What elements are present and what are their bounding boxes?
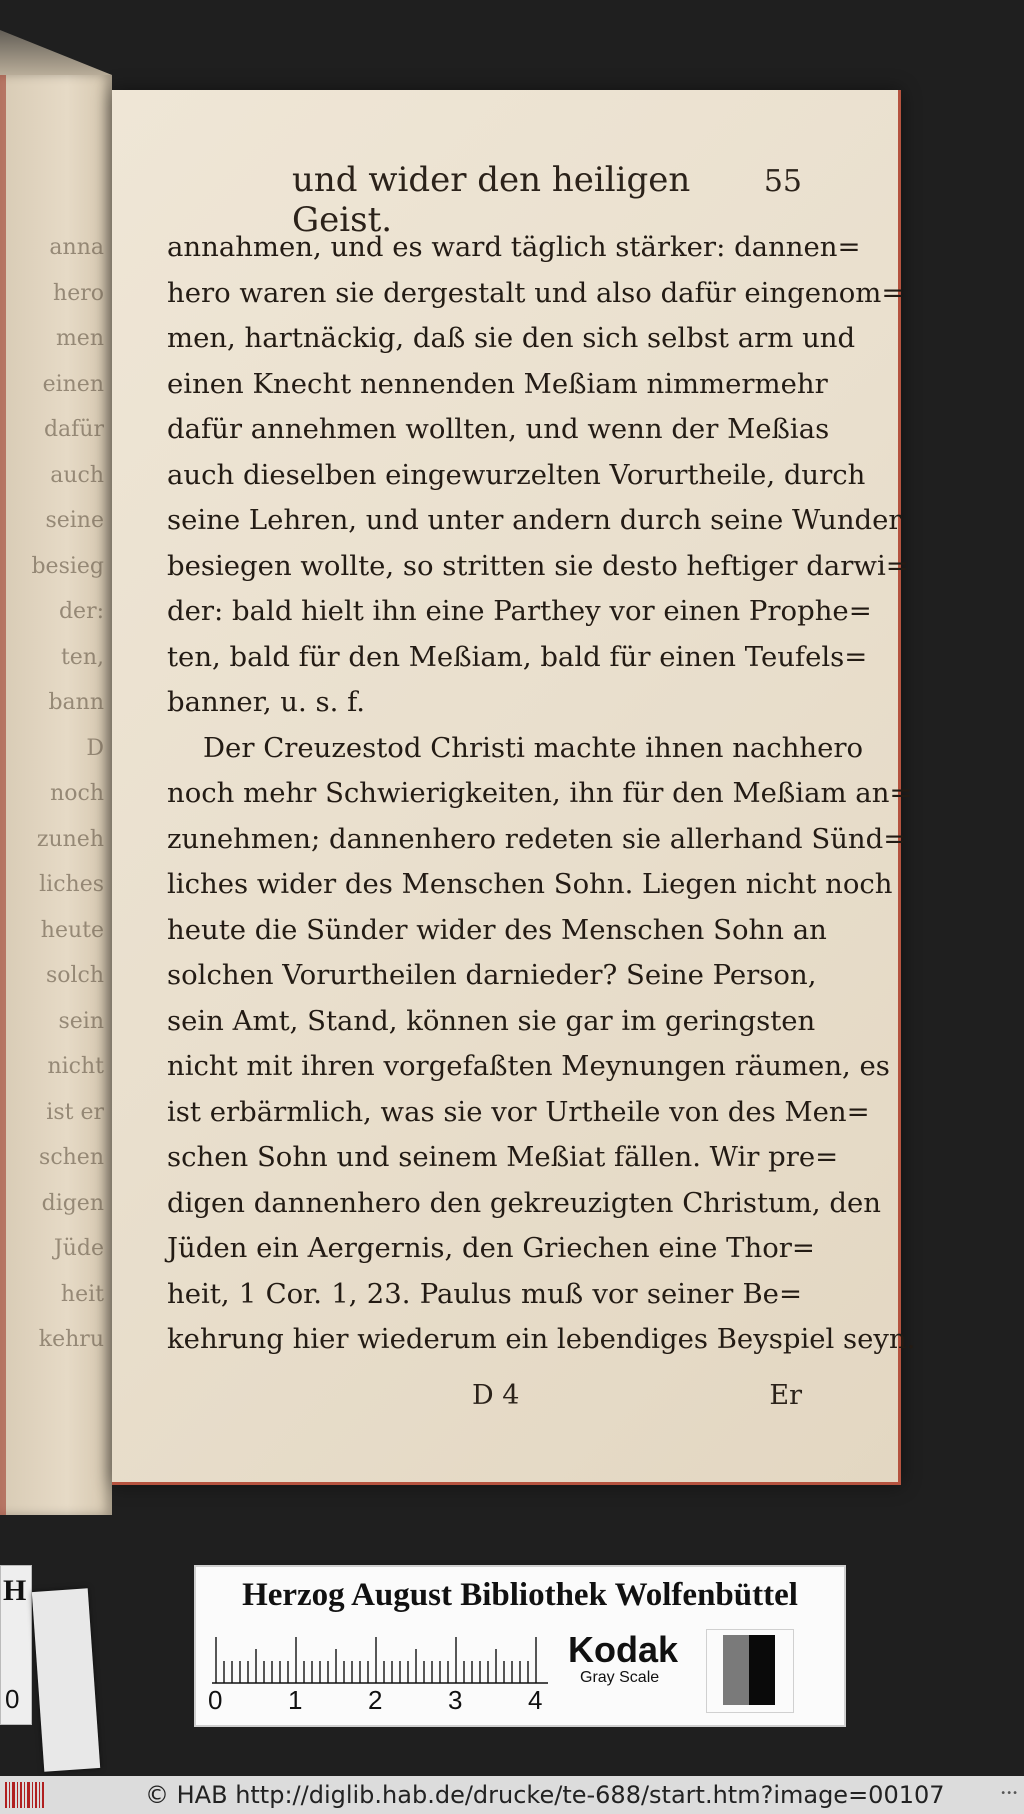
left-page-fragment: schen [39, 1145, 104, 1170]
footer-dots: ••• [1000, 1788, 1018, 1799]
left-page-corner [0, 0, 112, 75]
text-line: auch dieselben eingewurzelten Vorurtheile, durch [167, 458, 866, 491]
text-line: Der Creuzestod Christi machte ihnen nachhero [203, 731, 864, 764]
text-line: liches wider des Menschen Sohn. Liegen nicht noch [167, 868, 893, 900]
text-line: Jüden ein Aergernis, den Griechen eine Thor= [167, 1232, 815, 1264]
text-line: ist erbärmlich, was sie vor Urtheile von des Men= [167, 1095, 870, 1128]
left-page-fragment: men [55, 326, 104, 351]
neighbour-card-number: 0 [5, 1684, 20, 1714]
left-page-fragment: digen [41, 1190, 104, 1216]
book-page [112, 90, 916, 1485]
left-facing-page [0, 75, 112, 1515]
page-number: 55 [763, 164, 802, 199]
color-calibration-card [194, 1565, 846, 1727]
left-page-red-edge [0, 75, 6, 1515]
left-page-fragment: zuneh [36, 826, 104, 852]
left-page-fragment: heit [60, 1281, 104, 1307]
left-page-fragment: liches [39, 872, 104, 897]
ruler-numbers [208, 1685, 568, 1719]
signature-line [167, 1380, 802, 1411]
ruler-scale [212, 1637, 548, 1685]
text-line: digen dannenhero den gekreuzigten Christum, den [167, 1186, 881, 1219]
left-page-fragment: bann [48, 690, 104, 715]
left-page-fragment: noch [50, 781, 104, 806]
kodak-logo: Kodak [568, 1629, 679, 1670]
left-page-fragment: seine [45, 508, 104, 533]
text-line: annahmen, und es ward täglich stärker: dannen= [167, 231, 861, 263]
text-line: noch mehr Schwierigkeiten, ihn für den Meßiam an= [167, 777, 913, 809]
ruler-number: 3 [448, 1685, 463, 1715]
ruler-number: 1 [288, 1685, 303, 1715]
left-page-fragment: solch [45, 963, 104, 988]
text-line: dafür annehmen wollten, und wenn der Meßias [167, 413, 830, 445]
ruler-number: 0 [208, 1685, 223, 1715]
text-line: ten, bald für den Meßiam, bald für einen Teufels= [167, 640, 868, 673]
text-line: men, hartnäckig, daß sie den sich selbst arm und [167, 322, 856, 354]
text-line: zunehmen; dannenhero redeten sie allerhand Sünd= [167, 822, 907, 855]
left-page-fragment: sein [58, 1008, 104, 1034]
left-page-fragment: der: [58, 599, 104, 624]
ruler-number: 4 [528, 1685, 543, 1715]
text-line: solchen Vorurtheilen darnieder? Seine Person, [167, 959, 817, 991]
neighbour-card-edge [0, 1565, 32, 1725]
left-page-fragment: D [86, 735, 104, 761]
left-page-fragment: ist er [46, 1099, 104, 1125]
left-page-fragment: dafür [43, 417, 104, 442]
text-line: banner, u. s. f. [167, 686, 366, 718]
text-line: heute die Sünder wider des Menschen Sohn an [167, 913, 827, 946]
text-line: seine Lehren, und unter andern durch seine Wunder [167, 504, 902, 536]
library-name: Herzog August Bibliothek Wolfenbüttel [242, 1577, 798, 1613]
left-page-fragment: kehru [38, 1327, 104, 1352]
left-page-fragment: auch [50, 462, 104, 488]
copyright-url[interactable]: © HAB http://diglib.hab.de/drucke/te-688/start.htm?image=00107 [145, 1781, 945, 1809]
left-page-fragment: besieg [31, 553, 104, 579]
left-page-fragment: einen [42, 371, 104, 397]
running-title: und wider den heiligen Geist. [292, 160, 691, 240]
left-page-fragment: Jüde [53, 1236, 104, 1261]
page-body-text [167, 225, 916, 1363]
text-line: einen Knecht nennenden Meßiam nimmermehr [167, 367, 828, 400]
gray-scale-label: Gray Scale [580, 1669, 660, 1686]
black-patch [749, 1635, 775, 1705]
text-line: hero waren sie dergestalt und also dafür eingenom= [167, 276, 905, 309]
text-line: sein Amt, Stand, können sie gar im geringsten [167, 1004, 816, 1037]
left-page-fragment: anna [49, 235, 104, 260]
text-line: nicht mit ihren vorgefaßten Meynungen räumen, es [167, 1050, 890, 1082]
text-line: besiegen wollte, so stritten sie desto heftiger darwi= [167, 549, 909, 582]
paper-slip [32, 1588, 100, 1771]
text-line: der: bald hielt ihn eine Parthey vor einen Prophe= [167, 595, 872, 627]
text-line: kehrung hier wiederum ein lebendiges Beyspiel seyn. [167, 1323, 916, 1355]
text-line: heit, 1 Cor. 1, 23. Paulus muß vor seiner Be= [167, 1277, 802, 1310]
barcode-icon [4, 1780, 46, 1810]
text-line: schen Sohn und seinem Meßiat fällen. Wir pre= [167, 1141, 839, 1173]
left-page-fragment: hero [53, 280, 104, 306]
catchword: Er [769, 1380, 802, 1411]
left-page-fragment: heute [40, 917, 104, 943]
left-page-fragment: nicht [47, 1054, 104, 1079]
neighbour-card-letter: H [3, 1574, 27, 1607]
signature-mark: D 4 [472, 1380, 520, 1411]
footer-bar [0, 1776, 1024, 1814]
ruler-number: 2 [368, 1685, 383, 1715]
left-page-fragment: ten, [60, 644, 104, 670]
